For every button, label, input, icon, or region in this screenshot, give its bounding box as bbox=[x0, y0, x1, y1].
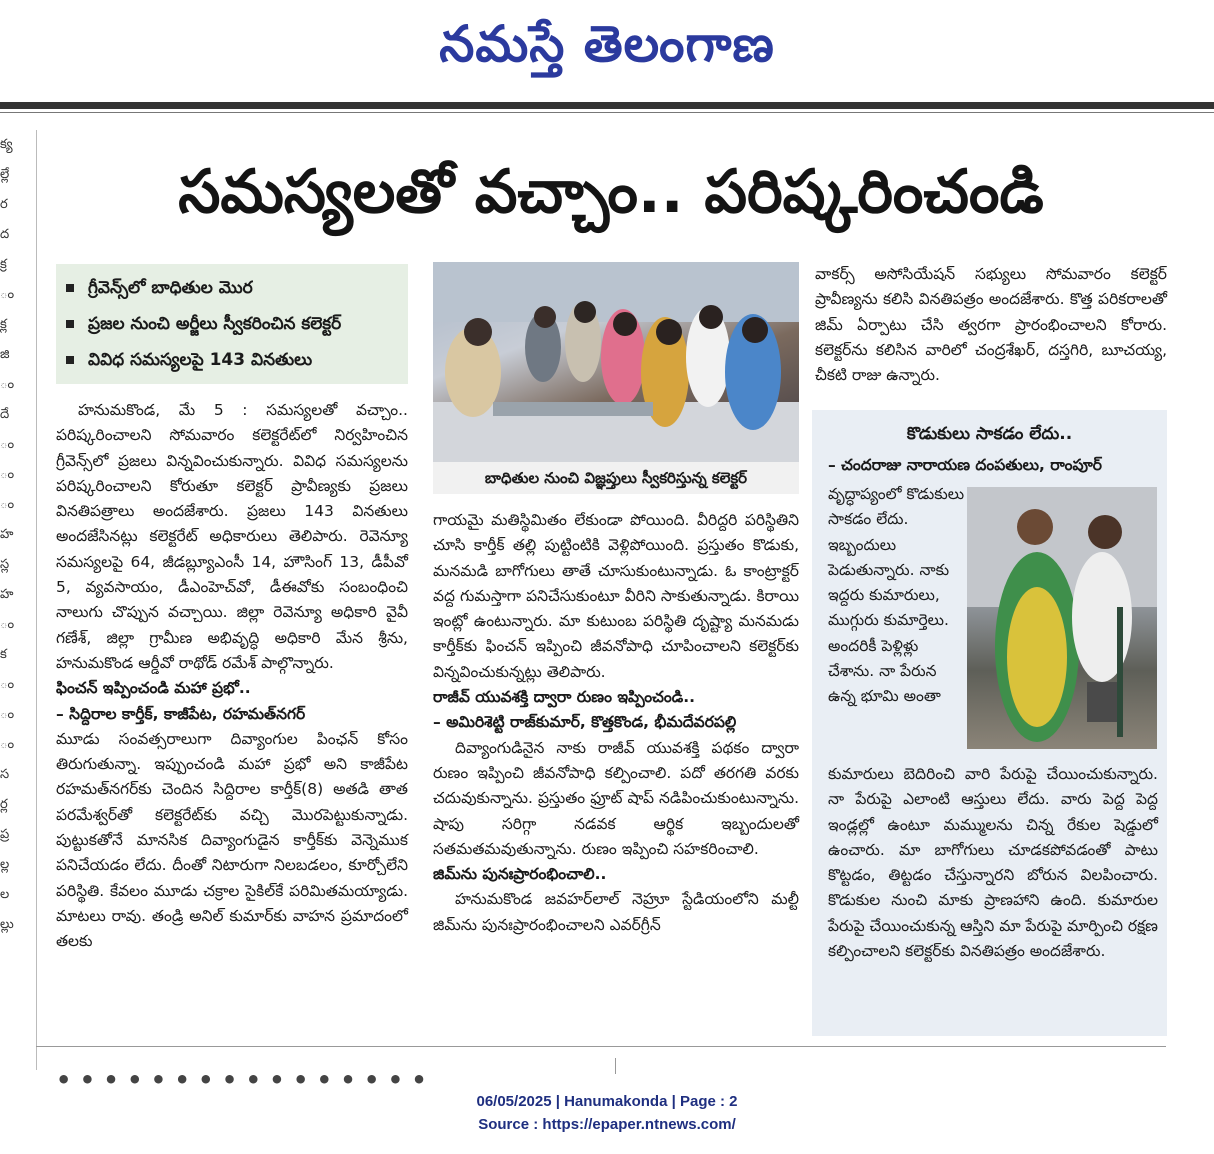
adjacent-column-glyph: ల్ల bbox=[0, 857, 10, 872]
adjacent-column-glyph: ం bbox=[0, 617, 15, 632]
sidebar-text-wide: కుమారులు బెదిరించి వారి పేరుపై చేయించుకున్నారు. నా పేరుపై ఎలాంటి ఆస్తులు లేదు. వారు పెద్ద పెద్ద ఇండ్లల్లో ఉంటూ మమ్ములను చిన్న రేకుల షెడ్డులో ఉంచారు. మా బాగోగులు చూడకపోవడంతో పాటు కొట్టడం, తిట్టడం చేస్తున్నారని బోరున విలపించారు. కొడుకుల నుంచి మాకు ప్రాణహాని ఉంది. కుమారుల పేరుపై చేయించుకున్న ఆస్తిని మా పేరుపై మార్పించి రక్షణ కల్పించాలని కలెక్టర్‌కు వినతిపత్రం అందజేశారు. bbox=[828, 765, 1158, 961]
article-intro: హనుమకొండ, మే 5 : సమస్యలతో వచ్చాం.. పరిష్కరించాలని సోమవారం కలెక్టరేట్‌లో నిర్వహించిన గ్రీవెన్స్‌లో ప్రజలు విన్నవించుకున్నారు. వివిధ సమస్యలను పరిష్కరించాలని కోరుతూ కలెక్టర్ ప్రావీణ్యకు ప్రజలు వినతిపత్రాలు అందజేశారు. ప్రజలు 143 వినతులు అందజేసినట్లు కలెక్టరేట్ అధికారులు తెలిపారు. రెవెన్యూ సమస్యలపై 64, జీడబ్ల్యూఎంసీ 14, హౌసింగ్ 13, డీపీవో 5, వ్యవసాయం, డీఎంహెచ్‌వో, డీఈవోకు సంబంధించి నాలుగు చొప్పున వచ్చాయి. జిల్లా రెవెన్యూ అధికారి వైవీ గణేశ్, జిల్లా గ్రామీణ అభివృద్ధి అధికారి మేన శ్రీను, హనుమకొండ ఆర్డీవో రాథోడ్ రమేశ్ పాల్గొన్నారు. bbox=[56, 401, 408, 672]
sidebar-byline: – చందరాజు నారాయణ దంపతులు, రాంపూర్ bbox=[828, 456, 1102, 474]
story-loan-body: దివ్యాంగుడినైన నాకు రాజీవ్ యువశక్తి పథకం ద్వారా రుణం ఇప్పించి జీవనోపాధి కల్పించాలి. పదో తరగతి వరకు చదువుకున్నాను. ప్రస్తుతం ఫ్రూట్ షాప్ నడిపించుకుంటున్నాను. షాపు సరిగ్గా నడవక ఆర్థిక ఇబ్బందులతో సతమతమవుతున్నాను. రుణం ఇప్పించి సహకరించాలి. bbox=[433, 738, 799, 858]
subhead-loan: రాజీవ్ యువశక్తి ద్వారా రుణం ఇప్పించండి.. bbox=[433, 688, 696, 707]
adjacent-column-glyph: ం bbox=[0, 707, 15, 722]
story-pension-continued: గాయమై మతిస్థిమితం లేకుండా పోయింది. వీరిద్దరి పరిస్థితిని చూసి కార్తీక్ తల్లి పుట్టింటికి వెళ్లిపోయింది. ప్రస్తుతం కొడుకు, మనమడి బాగోగులు తాతే చూసుకుంటున్నాడు. ఓ కాంట్రాక్టర్ వద్ద గుమస్తాగా పనిచేసుకుంటూ వీరిని సాకుతున్నాడు. కిరాయి ఇంట్లో ఉంటున్నారు. మా కుటుంబ పరిస్థితి దృష్ట్యా మనమడు కార్తీక్‌కు ఫించన్ ఇప్పించి జీవనోపాధి చూపించాలని కలెక్టర్‌కు విన్నవించుకున్నట్లు తెలిపారు. bbox=[433, 511, 799, 681]
newspaper-logo: నమస్తే తెలంగాణ bbox=[439, 14, 775, 73]
article-column-3 bbox=[815, 262, 1167, 402]
adjacent-column-glyph: ం bbox=[0, 737, 15, 752]
adjacent-column-glyph: స bbox=[0, 767, 10, 782]
story-gym-continued: వాకర్స్ అసోసియేషన్ సభ్యులు సోమవారం కలెక్టర్ ప్రావీణ్యను కలిసి వినతిపత్రం అందజేశారు. కొత్త పరికరాలతో జిమ్ ఏర్పాటు చేసి త్వరగా ప్రారంభించాలని కోరారు. కలెక్టర్‌ను కలిసిన వారిలో చంద్రశేఖర్, దస్తగిరి, బూచయ్య, చీకటి రాజు ఉన్నారు. bbox=[815, 265, 1167, 385]
bullet-square-icon bbox=[66, 356, 74, 364]
subhead-pension: ఫించన్ ఇప్పించండి మహా ప్రభో.. bbox=[56, 679, 251, 698]
adjacent-column-glyph: ం bbox=[0, 497, 15, 512]
bullet-square-icon bbox=[66, 284, 74, 292]
adjacent-column-glyph: ం bbox=[0, 377, 15, 392]
edition-info: 06/05/2025 | Hanumakonda | Page : 2 bbox=[476, 1093, 738, 1110]
adjacent-column-glyph: ర bbox=[0, 197, 8, 212]
adjacent-column-glyph: జి bbox=[0, 347, 10, 362]
crowd-illustration bbox=[433, 262, 799, 462]
sidebar-text-narrow: వృద్ధాప్యంలో కొడుకులు సాకడం లేదు. ఇబ్బందులు పెడుతున్నారు. నాకు ఇద్దరు కుమారులు, ముగ్గురు కుమార్తెలు. అందరికీ పెళ్లిళ్లు చేశాను. నా పేరున ఉన్న భూమి అంతా bbox=[828, 485, 965, 706]
adjacent-column-glyph: స్ల bbox=[0, 557, 10, 572]
next-story-clipped: • • • • • • • • • • • • • • • • bbox=[56, 1066, 427, 1094]
elderly-couple-photo bbox=[967, 487, 1157, 749]
grievance-photo bbox=[433, 262, 799, 462]
masthead-rule-thin bbox=[0, 112, 1214, 113]
adjacent-column-glyph: హ bbox=[0, 587, 14, 602]
bottom-rule bbox=[36, 1046, 1166, 1047]
adjacent-column-strip bbox=[0, 130, 22, 1070]
page-footer bbox=[0, 1090, 1214, 1136]
adjacent-column-glyph: ల్లు bbox=[0, 917, 14, 932]
highlight-item: వివిధ సమస్యలపై 143 వినతులు bbox=[66, 342, 398, 378]
bullet-square-icon bbox=[66, 320, 74, 328]
adjacent-column-glyph: క bbox=[0, 647, 7, 662]
adjacent-column-glyph: ద bbox=[0, 227, 10, 242]
highlights-box bbox=[56, 264, 408, 384]
adjacent-column-glyph: ం bbox=[0, 467, 15, 482]
adjacent-column-glyph: హ bbox=[0, 527, 14, 542]
adjacent-column-glyph: ల్లే bbox=[0, 167, 10, 182]
adjacent-column-glyph: ల bbox=[0, 887, 10, 902]
couple-illustration bbox=[967, 487, 1157, 749]
adjacent-column-glyph: ం bbox=[0, 437, 15, 452]
adjacent-column-glyph: ప్ర bbox=[0, 827, 10, 842]
adjacent-column-glyph: దే bbox=[0, 407, 10, 422]
sidebar-title: కొడుకులు సాకడం లేదు.. bbox=[906, 424, 1073, 444]
source-link[interactable]: Source : https://epaper.ntnews.com/ bbox=[478, 1116, 736, 1133]
masthead bbox=[0, 0, 1214, 100]
headline: సమస్యలతో వచ్చాం.. పరిష్కరించండి bbox=[178, 157, 1044, 227]
adjacent-column-glyph: ం bbox=[0, 287, 15, 302]
adjacent-column-glyph: క్ల bbox=[0, 317, 7, 332]
adjacent-column-glyph: క్య bbox=[0, 137, 13, 152]
highlight-item: ప్రజల నుంచి అర్జీలు స్వీకరించిన కలెక్టర్ bbox=[66, 306, 398, 342]
adjacent-column-glyph: ర్ల bbox=[0, 797, 8, 812]
byline-karthik: – సిద్దిరాల కార్తీక్, కాజీపేట, రహమత్‌నగర్ bbox=[56, 704, 306, 723]
article-column-1 bbox=[56, 398, 408, 1038]
masthead-rule bbox=[0, 102, 1214, 109]
article-column-2 bbox=[433, 508, 799, 1038]
column-divider bbox=[36, 130, 37, 1070]
adjacent-column-glyph: ం bbox=[0, 677, 15, 692]
story-gym-body: హనుమకొండ జవహర్‌లాల్ నెహ్రూ స్టేడియంలోని మల్టీ జిమ్‌ను పునఃప్రారంభించాలని ఎవర్‌గ్రీన్ bbox=[433, 890, 799, 934]
subhead-gym: జిమ్‌ను పునఃప్రారంభించాలి.. bbox=[433, 865, 607, 884]
byline-rajkumar: – అమిరిశెట్టి రాజ్‌కుమార్, కొత్తకొండ, భీమదేవరపల్లి bbox=[433, 713, 737, 732]
highlight-item: గ్రీవెన్స్‌లో బాధితుల మొర bbox=[66, 270, 398, 306]
photo-caption: బాధితుల నుంచి విజ్ఞప్తులు స్వీకరిస్తున్న కలెక్టర్ bbox=[433, 462, 799, 494]
story-pension-body: మూడు సంవత్సరాలుగా దివ్యాంగుల పింఛన్ కోసం తిరుగుతున్నా. ఇప్పుంచండి మహా ప్రభో అని కాజీపేట రహమత్‌నగర్‌కు చెందిన సిద్దిరాల కార్తీక్(8) అతడి తాత పరమేశ్వర్‌తో కలెక్టరేట్‌కు వచ్చి మొరపెట్టుకున్నాడు. పుట్టుకతోనే మానసిక దివ్యాంగుడైన కార్తీక్‌కు వెన్నెముక పనిచేయడం లేదు. దీంతో నిటారుగా నిలబడలం, కూర్చోలేని పరిస్థితి. కేవలం మూడు చక్రాల సైకిల్‌కే పరిమితమయ్యాడు. మాటలు రావు. తండ్రి అనిల్ కుమార్‌కు వాహన ప్రమాదంలో తలకు bbox=[56, 729, 408, 951]
adjacent-column-glyph: క్ర bbox=[0, 257, 7, 272]
